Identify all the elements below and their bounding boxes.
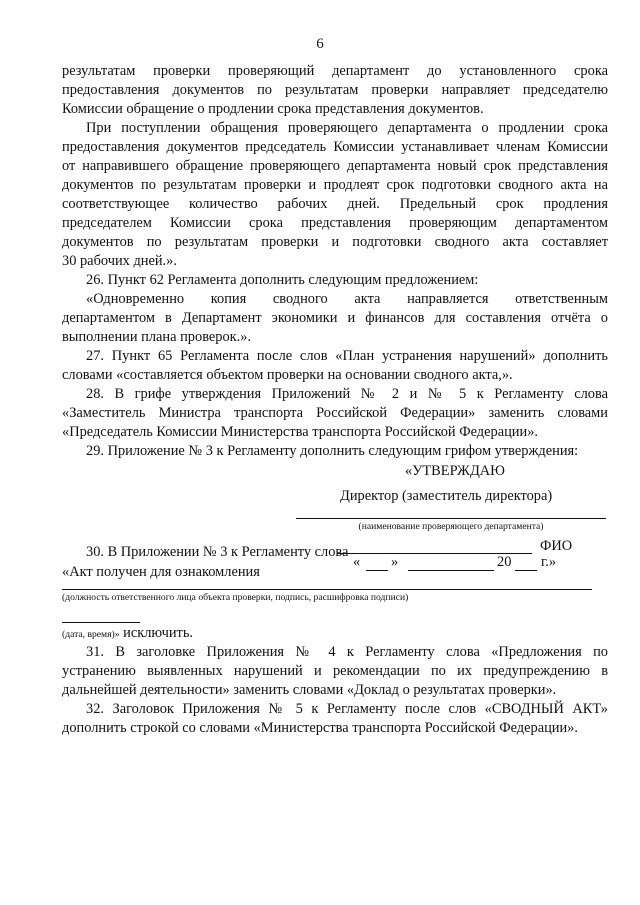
- item-32: [62, 700, 608, 738]
- year-prefix: 20: [497, 554, 512, 570]
- text-line: устранению выявленных нарушений и рекомендации по их предупреждению в: [62, 663, 608, 679]
- text-line: выполнении плана проверок.».: [62, 329, 252, 345]
- paragraph-intro: [62, 62, 608, 119]
- dept-caption: (наименование проверяющего департамента): [358, 521, 544, 532]
- item-27: [62, 347, 608, 385]
- text-line: 27. Пункт 65 Регламента после слов «План устранения нарушений» дополнить: [86, 348, 608, 364]
- text-line: 32. Заголовок Приложения № 5 к Регламенту после слов «СВОДНЫЙ АКТ»: [86, 701, 608, 717]
- text-line: «Председатель Комиссии Министерства транспорта Российской Федерации».: [62, 424, 538, 440]
- item-28: [62, 385, 608, 442]
- text-line: документов по результатам проверки и продлеят срок подготовки сводного акта на: [62, 177, 608, 193]
- text-line: 31. В заголовке Приложения № 4 к Регламенту слова «Предложения по: [86, 644, 608, 660]
- date-quote-open: «: [353, 554, 361, 570]
- item-29: [62, 442, 608, 461]
- date-time-line: [62, 622, 140, 623]
- text-line: «Одновременно копия сводного акта направляется ответственным: [86, 291, 608, 307]
- text-line: Комиссии обращение о продлении срока представления документов.: [62, 101, 484, 117]
- approval-position: Директор (заместитель директора): [340, 488, 553, 504]
- text-line: 28. В грифе утверждения Приложений № 2 и № 5 к Регламенту слова: [86, 386, 608, 402]
- text-line: При поступлении обращения проверяющего департамента о продлении срока: [86, 120, 608, 136]
- fio-label: ФИО: [540, 538, 573, 554]
- text-line: словами «составляется объектом проверки на основании сводного акта,».: [62, 367, 513, 383]
- date-quote-close: »: [391, 554, 399, 570]
- text-line: 30. В Приложении № 3 к Регламенту слова: [86, 544, 349, 560]
- text-line: 29. Приложение № 3 к Регламенту дополнить следующим грифом утверждения:: [86, 443, 579, 459]
- dept-line: [296, 518, 606, 519]
- text-line: 26. Пункт 62 Регламента дополнить следующим предложением:: [86, 272, 479, 288]
- text-line: департаментом в Департамент экономики и финансов для составления отчёта о: [62, 310, 608, 326]
- text-line: 30 рабочих дней.».: [62, 253, 177, 269]
- text-line: дополнить строкой со словами «Министерства транспорта Российской Федерации».: [62, 720, 578, 736]
- official-caption: (должность ответственного лица объекта проверки, подпись, расшифровка подписи): [62, 592, 409, 603]
- official-line: [62, 589, 592, 590]
- text-line: соответствующее количество рабочих дней. Предельный срок продления: [62, 196, 608, 212]
- text-line: предоставления документов по результатам проверки направляет председателю: [62, 82, 608, 98]
- exclude-word: исключить.: [123, 625, 193, 641]
- item-31: [62, 643, 608, 700]
- date-time-row: [62, 624, 608, 643]
- text-line: документов по результатам проверки и подготовки сводного акта составляет: [62, 234, 608, 250]
- year-suffix: г.»: [541, 554, 557, 570]
- page-number: 6: [316, 36, 324, 52]
- item-30: [62, 543, 608, 562]
- date-time-caption: (дата, время)»: [62, 629, 120, 640]
- approval-heading: «УТВЕРЖДАЮ: [405, 463, 505, 479]
- text-line: от направившего обращение проверяющего департамента новый срок представления: [62, 158, 608, 174]
- text-line: предоставления документов председатель Комиссии устанавливает членам Комиссии: [62, 139, 608, 155]
- text-line: результатам проверки проверяющий департамент до установленного срока: [62, 63, 608, 79]
- act-received: «Акт получен для ознакомления: [62, 564, 260, 580]
- item-26: [62, 271, 608, 347]
- text-line: «Заместитель Министра транспорта Российской Федерации» заменить словами: [62, 405, 608, 421]
- text-line: дальнейшей деятельности» заменить словами «Доклад о результатах проверки».: [62, 682, 557, 698]
- paragraph-extension: [62, 119, 608, 271]
- text-line: председателем Комиссии срока представления проверяющим департаментом: [62, 215, 608, 231]
